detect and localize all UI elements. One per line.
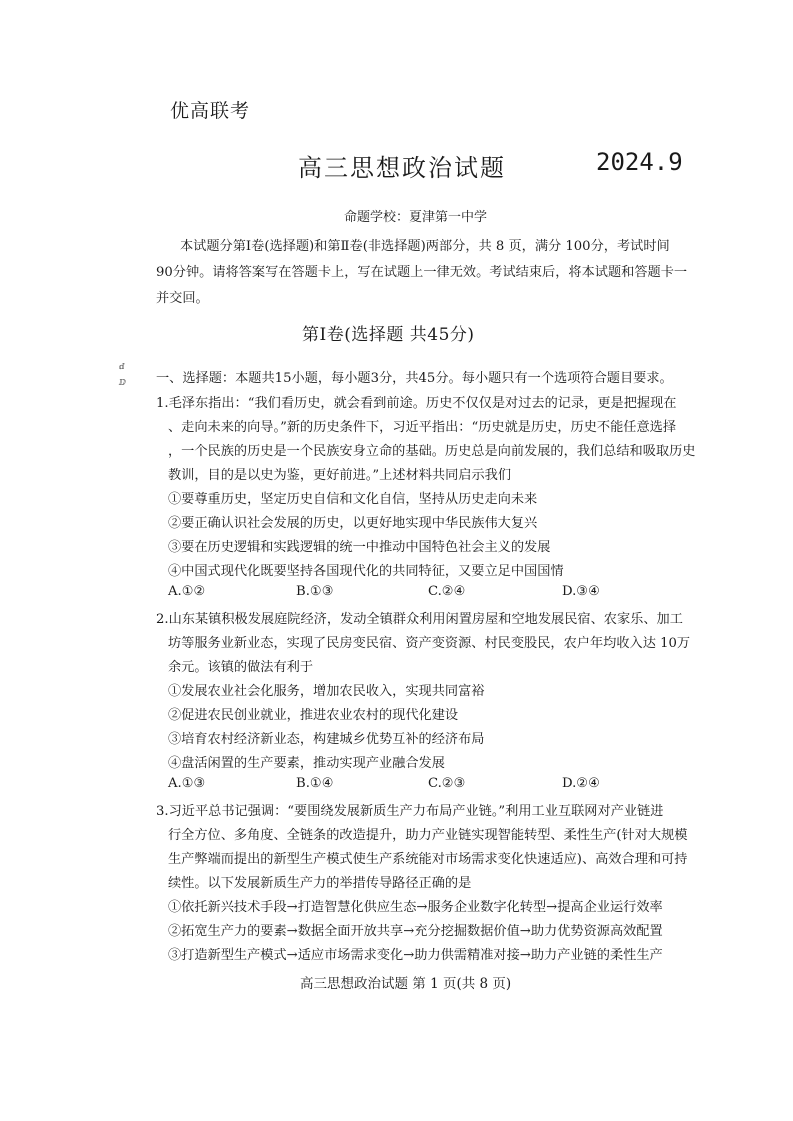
exam-date: 2024.9: [596, 148, 683, 176]
choice-b[interactable]: B.①④: [296, 776, 334, 791]
question-line: 、走向未来的向导。”新的历史条件下，习近平指出：“历史就是历史，历史不能任意选择: [168, 420, 677, 435]
school-label: 命题学校：夏津第一中学: [344, 210, 488, 225]
question-line: 教训，目的是以史为鉴，更好前进。”上述材料共同启示我们: [168, 468, 512, 483]
statement: ④中国式现代化既要坚持各国现代化的共同特征，又要立足中国国情: [168, 564, 564, 579]
intro-line: 90分钟。请将答案写在答题卡上，写在试题上一律无效。考试结束后，将本试题和答题卡一: [156, 265, 688, 280]
question-line: ，一个民族的历史是一个民族安身立命的基础。历史总是向前发展的，我们总结和吸取历史: [168, 444, 696, 459]
statement: ①依托新兴技术手段→打造智慧化供应生态→服务企业数字化转型→提高企业运行效率: [168, 900, 663, 915]
choice-a[interactable]: A.①②: [168, 584, 206, 599]
brand-label: 优高联考: [170, 100, 251, 122]
question-line: 余元。该镇的做法有利于: [168, 660, 314, 675]
question-line: 续性。以下发展新质生产力的举措传导路径正确的是: [168, 876, 472, 891]
statement: ③打造新型生产模式→适应市场需求变化→助力供需精准对接→助力产业链的柔性生产: [168, 948, 663, 963]
statement: ③要在历史逻辑和实践逻辑的统一中推动中国特色社会主义的发展: [168, 540, 551, 555]
statement: ②要正确认识社会发展的历史，以更好地实现中华民族伟大复兴: [168, 516, 538, 531]
statement: ①发展农业社会化服务，增加农民收入，实现共同富裕: [168, 684, 485, 699]
margin-mark: ⅆ: [119, 362, 125, 371]
question-line: 3.习近平总书记强调：“要围绕发展新质生产力布局产业链。”利用工业互联网对产业链进: [156, 804, 664, 819]
choice-c[interactable]: C.②③: [428, 776, 466, 791]
intro-paragraph: [156, 234, 688, 312]
question-line: 2.山东某镇积极发展庭院经济，发动全镇群众利用闲置房屋和空地发展民宿、农家乐、加工: [156, 612, 683, 627]
choice-d[interactable]: D.③④: [562, 584, 600, 599]
question-line: 坊等服务业新业态，实现了民房变民宿、资产变资源、村民变股民，农户年均收入达 10万: [168, 636, 691, 651]
choice-b[interactable]: B.①③: [296, 584, 334, 599]
page-title: 高三思想政治试题: [298, 154, 506, 182]
statement: ③培育农村经济新业态，构建城乡优势互补的经济布局: [168, 732, 485, 747]
statement: ①要尊重历史，坚定历史自信和文化自信，坚持从历史走向未来: [168, 492, 538, 507]
statement: ②拓宽生产力的要素→数据全面开放共享→充分挖掘数据价值→助力优势资源高效配置: [168, 924, 663, 939]
instructions: 一、选择题：本题共15小题，每小题3分，共45分。每小题只有一个选项符合题目要求。: [156, 371, 673, 386]
choice-a[interactable]: A.①③: [168, 776, 206, 791]
page-footer: 高三思想政治试题 第 1 页(共 8 页): [300, 976, 512, 992]
section-title: 第Ⅰ卷(选择题 共45分): [302, 325, 475, 345]
statement: ②促进农民创业就业，推进农业农村的现代化建设: [168, 708, 459, 723]
statement: ④盘活闲置的生产要素，推动实现产业融合发展: [168, 756, 445, 771]
intro-line: 本试题分第Ⅰ卷(选择题)和第Ⅱ卷(非选择题)两部分，共 8 页，满分 100分，考试时间: [180, 239, 670, 254]
choice-d[interactable]: D.②④: [562, 776, 600, 791]
choice-c[interactable]: C.②④: [428, 584, 466, 599]
question-line: 1.毛泽东指出：“我们看历史，就会看到前途。历史不仅仅是对过去的记录，更是把握现在: [156, 396, 677, 411]
intro-line: 并交回。: [156, 291, 209, 306]
margin-mark: ⅅ: [119, 378, 126, 387]
question-line: 生产弊端而提出的新型生产模式使生产系统能对市场需求变化快速适应)、高效合理和可持: [168, 852, 688, 867]
question-line: 行全方位、多角度、全链条的改造提升，助力产业链实现智能转型、柔性生产(针对大规模: [168, 828, 688, 843]
